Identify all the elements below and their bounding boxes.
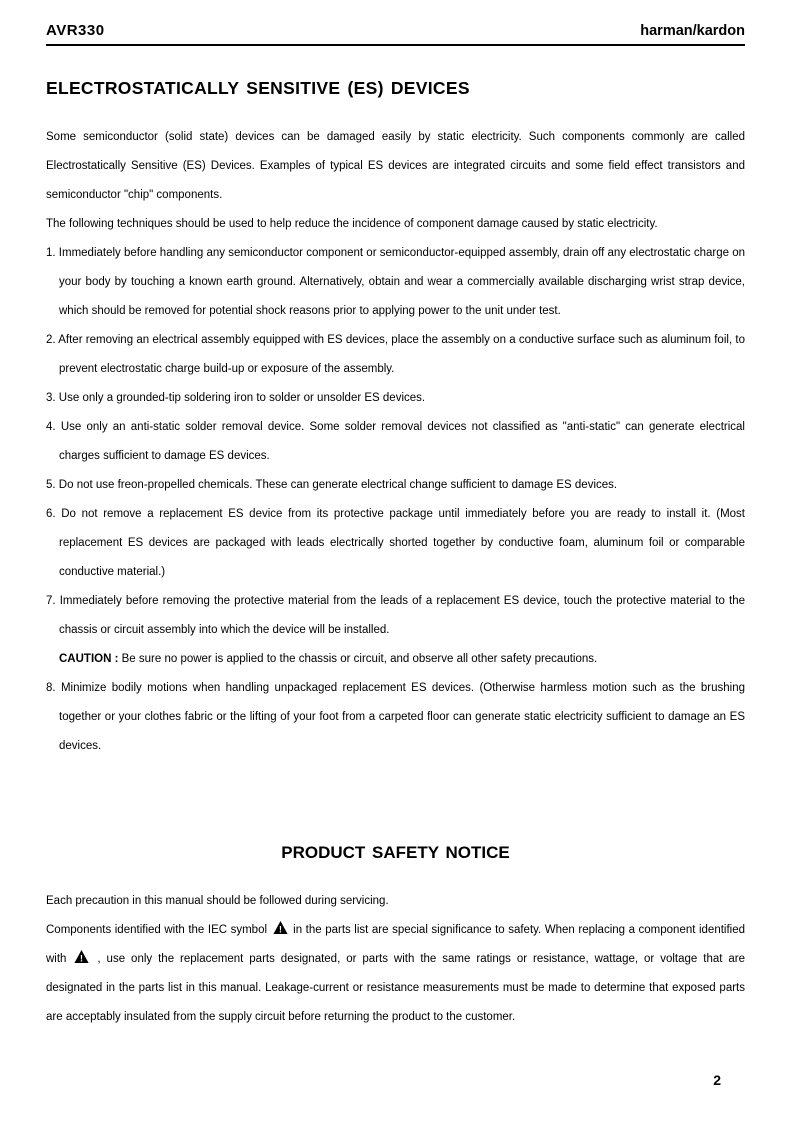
svg-text:!: ! [278, 924, 282, 934]
list-item-number: 5. [46, 479, 56, 491]
list-item [46, 239, 745, 326]
warning-triangle-icon [74, 950, 89, 963]
list-item-text: Use only a grounded-tip soldering iron to solder or unsolder ES devices. [58, 392, 426, 404]
caution-text: Be sure no power is applied to the chassis or circuit, and observe all other safety precautions. [121, 653, 598, 665]
model-number: AVR330 [46, 22, 105, 39]
intro-paragraph: Some semiconductor (solid state) devices can be damaged easily by static electricity. Such components commonly are called Electrostatically Sensitive (ES) Devices. Examples of typical ES devices are integrated circuits and some field effect transistors and semiconductor "chip" components. [46, 131, 745, 201]
list-item [46, 413, 745, 471]
list-item [46, 500, 745, 587]
es-section-title: ELECTROSTATICALLY SENSITIVE (ES) DEVICES [46, 78, 470, 98]
list-item-text: Use only an anti-static solder removal device. Some solder removal devices not classified as "anti-static" can generate electrical charges sufficient to damage ES devices. [59, 421, 745, 462]
safety-paragraph-1: Each precaution in this manual should be followed during servicing. [46, 895, 389, 907]
list-item-text: After removing an electrical assembly equipped with ES devices, place the assembly on a conductive surface such as aluminum foil, to prevent electrostatic charge build-up or exposure of the assembly. [58, 334, 745, 375]
svg-text:!: ! [80, 953, 84, 963]
es-section-body [46, 123, 745, 761]
caution-note [46, 645, 745, 674]
product-safety-notice-title: PRODUCT SAFETY NOTICE [281, 843, 510, 862]
list-item-text: Do not use freon-propelled chemicals. These can generate electrical change sufficient to damage ES devices. [58, 479, 618, 491]
list-item-number: 3. [46, 392, 56, 404]
list-item-text: Immediately before removing the protective material from the leads of a replacement ES device, touch the protective material to the chassis or circuit assembly into which the device will be installed. [59, 595, 745, 636]
list-item [46, 471, 745, 500]
list-item-number: 6. [46, 508, 56, 520]
list-item-text: Do not remove a replacement ES device from its protective package until immediately before you are ready to install it. (Most replacement ES devices are packaged with leads electrically shorted together by conductive foam, aluminum foil or comparable conductive material.) [59, 508, 745, 578]
product-safety-notice-body [46, 887, 745, 1032]
list-item [46, 384, 745, 413]
list-item [46, 587, 745, 645]
page-header [46, 22, 745, 46]
list-item-number: 8. [46, 682, 56, 694]
list-item-text: Minimize bodily motions when handling unpackaged replacement ES devices. (Otherwise harmless motion such as the brushing together or your clothes fabric or the lifting of your foot from a carpeted floor can generate static electricity sufficient to damage an ES devices. [59, 682, 745, 752]
safety-paragraph-2 [46, 916, 745, 1032]
list-item-number: 2. [46, 334, 56, 346]
caution-label: CAUTION : [59, 653, 119, 665]
techniques-intro-paragraph: The following techniques should be used to help reduce the incidence of component damage caused by static electricity. [46, 218, 658, 230]
list-item-number: 7. [46, 595, 56, 607]
list-item-number: 4. [46, 421, 56, 433]
list-item [46, 674, 745, 761]
safety-paragraph-2-part3: , use only the replacement parts designated, or parts with the same ratings or resistance, wattage, or voltage that are designated in the parts list in this manual. Leakage-current or resistance measurements must be made to determine that exposed parts are acceptably insulated from the supply circuit before returning the product to the customer. [46, 953, 746, 1023]
page-number: 2 [713, 1072, 721, 1088]
brand-name: harman/kardon [640, 23, 745, 39]
list-item-text: Immediately before handling any semiconductor component or semiconductor-equipped assembly, drain off any electrostatic charge on your body by touching a known earth ground. Alternatively, obtain and wear a commercially available discharging wrist strap device, which should be removed for potential shock reasons prior to applying power to the unit under test. [58, 247, 745, 317]
warning-triangle-icon [273, 921, 288, 934]
safety-paragraph-2-part2: in the parts list are special significance to safety. When replacing a component identified with [46, 924, 746, 965]
list-item-number: 1. [46, 247, 56, 259]
safety-paragraph-2-part1: Components identified with the IEC symbol [46, 924, 268, 936]
list-item [46, 326, 745, 384]
